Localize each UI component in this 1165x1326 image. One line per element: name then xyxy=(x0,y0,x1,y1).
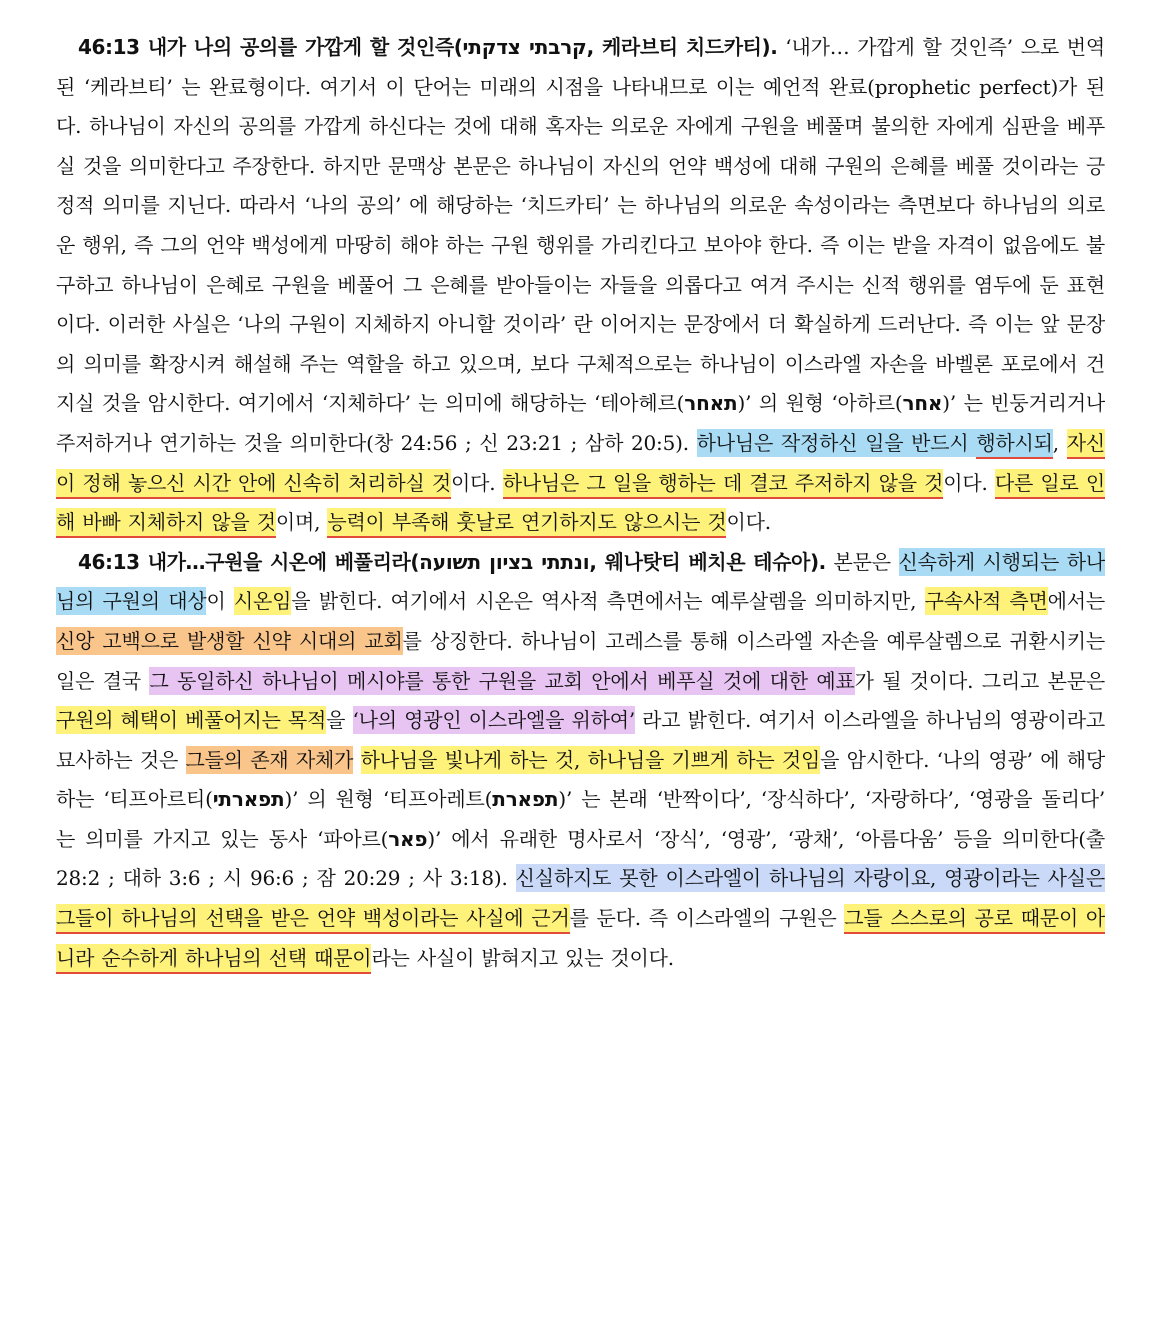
highlight-yellow: 하나님을 빛나게 하는 것, 하나님을 기쁘게 하는 것임 xyxy=(360,747,821,772)
highlight-yellow-underlined: 그들 스스로의 공로 때문이 아니라 순수하게 하나님의 선택 때문이 xyxy=(56,904,1105,974)
body-text: 이다. xyxy=(451,470,503,495)
body-text: 라고 밝힌다. 여기서 이스라엘을 하나님의 영광이라고 묘사하는 것은 xyxy=(56,708,1105,772)
hebrew-word: פאר xyxy=(388,826,428,851)
hebrew-word: תפארת xyxy=(492,787,559,812)
highlight-yellow-underlined: 하나님은 그 일을 행하는 데 결코 주저하지 않을 것 xyxy=(503,469,944,499)
body-text: 을 암시한다. ‘나의 영광’ 에 해당하는 ‘티프아르티( xyxy=(56,747,1105,812)
highlight-orange: 신앙 고백으로 발생할 신약 시대의 교회 xyxy=(56,628,403,653)
body-text: 를 둔다. 즉 이스라엘의 구원은 xyxy=(569,906,845,931)
body-text: )’ 의 원형 ‘아하르( xyxy=(737,391,903,416)
body-text: 을 밝힌다. 여기에서 시온은 역사적 측면에서는 예루살렘을 의미하지만, xyxy=(291,589,925,614)
highlight-orange: 그들의 존재 자체가 xyxy=(185,747,354,772)
body-text: 가 될 것이다. 그리고 본문은 xyxy=(854,668,1105,693)
body-text: 본문은 xyxy=(825,549,899,574)
highlight-yellow-underlined: 그들이 하나님의 선택을 받은 언약 백성이라는 사실에 근거 xyxy=(56,904,570,934)
verse-heading-1: 46:13 내가 나의 공의를 가깝게 할 것인즉( xyxy=(78,35,463,59)
body-text: 을 xyxy=(326,708,353,733)
hebrew-phrase: ונתתי בציון תשועה xyxy=(419,549,590,574)
hebrew-word: תאחר xyxy=(684,391,738,416)
body-text: , xyxy=(1052,430,1067,455)
highlight-yellow-underlined: 자신이 정해 놓으신 시간 안에 신속히 처리하실 것 xyxy=(56,429,1105,499)
highlight-blue: 신속하게 시행되는 하나님의 구원의 대상 xyxy=(56,549,1106,614)
verse-heading-2: 46:13 내가…구원을 시온에 베풀리라( xyxy=(78,549,420,574)
body-text: )’ 에서 유래한 명사로서 ‘장식’, ‘영광’, ‘광채’, ‘아름다움’ 등을 의미한다(출 28:2 ; 대하 3:6 ; 시 96:6 ; 잠 20:29 ; 사 3:18). xyxy=(56,826,1105,891)
highlight-purple: 그 동일하신 하나님이 메시야를 통한 구원을 교회 안에서 베푸실 것에 대한 예표 xyxy=(149,668,855,693)
highlight-yellow: 구원의 혜택이 베풀어지는 목적 xyxy=(56,708,327,733)
hebrew-word: תפארתי xyxy=(212,787,285,812)
body-text: 이며, xyxy=(275,510,328,535)
highlight-yellow: 시온임 xyxy=(233,589,292,614)
body-text: )’ 의 원형 ‘티프아레트( xyxy=(284,787,493,812)
body-text xyxy=(353,748,360,772)
verse-heading-2-transliteration: , 웨나탓티 베치욘 테슈아). xyxy=(589,549,826,574)
body-text: )’ 는 본래 ‘반짝이다’, ‘장식하다’, ‘자랑하다’, ‘영광을 돌리다’ 는 의미를 가지고 있는 동사 ‘파아르( xyxy=(56,787,1105,851)
commentary-paragraph-2 xyxy=(56,543,1105,979)
highlight-blue-underlined: 행하시되 xyxy=(976,429,1052,459)
body-text: 에서는 xyxy=(1047,589,1105,614)
hebrew-phrase: קרבתי צדקתי xyxy=(462,35,587,59)
body-text: 이 xyxy=(206,589,234,614)
highlight-yellow-underlined: 능력이 부족해 훗날로 연기하지도 않으시는 것 xyxy=(327,508,726,538)
highlight-yellow: 구속사적 측면 xyxy=(924,589,1048,614)
hebrew-word: אחר xyxy=(902,391,943,416)
body-text: 이다. xyxy=(943,470,995,495)
commentary-paragraph-1 xyxy=(56,28,1105,543)
highlight-purple: ‘나의 영광인 이스라엘을 위하여’ xyxy=(352,708,635,733)
body-text: 이다. xyxy=(726,510,771,535)
body-text: 를 상징한다. 하나님이 고레스를 통해 이스라엘 자손을 예루살렘으로 귀환시키는 일은 결국 xyxy=(56,628,1105,693)
highlight-blue: 하나님은 작정하신 일을 반드시 xyxy=(696,430,977,455)
body-text: )’ 는 빈둥거리거나 주저하거나 연기하는 것을 의미한다(창 24:56 ; 신 23:21 ; 삼하 20:5). xyxy=(56,391,1106,455)
highlight-light-blue: 신실하지도 못한 이스라엘이 하나님의 자랑이요, 영광이라는 사실은 xyxy=(515,866,1105,891)
body-text: ‘내가… 가깝게 할 것인즉’ 으로 번역된 ‘케라브티’ 는 완료형이다. 여기서 이 단어는 미래의 시점을 나타내므로 이는 예언적 완료(prophetic perfect)가 된다. 하나님이 자신의 공의를 가깝게 하신다는 것에 대해 혹자는 의로운 자에게 구원을 베풀며 불의한 자에게 심판을 베푸실 것을 의미한다고 주장한다. 하지만 문맥상 본문은 하나님이 자신의 언약 백성에 대해 구원의 은혜를 베풀 것이라는 긍정적 의미를 지닌다. 따라서 ‘나의 공의’ 에 해당하는 ‘치드카티’ 는 하나님의 의로운 속성이라는 측면보다 하나님의 의로운 행위, 즉 그의 언약 백성에게 마땅히 해야 하는 구원 행위를 가리킨다고 보아야 한다. 즉 이는 받을 자격이 없음에도 불구하고 하나님이 은혜로 구원을 베풀어 그 은혜를 받아들이는 자들을 의롭다고 여겨 주시는 신적 행위를 염두에 둔 표현이다. 이러한 사실은 ‘나의 구원이 지체하지 아니할 것이라’ 란 이어지는 문장에서 더 확실하게 드러난다. 즉 이는 앞 문장의 의미를 확장시켜 해설해 주는 역할을 하고 있으며, 보다 구체적으로는 하나님이 이스라엘 자손을 바벨론 포로에서 건지실 것을 암시한다. 여기에서 ‘지체하다’ 는 의미에 해당하는 ‘테아헤르( xyxy=(56,35,1106,416)
verse-heading-1-transliteration: , 케라브티 치드카티). xyxy=(586,35,778,59)
body-text: 라는 사실이 밝혀지고 있는 것이다. xyxy=(371,945,674,970)
highlight-yellow-underlined: 다른 일로 인해 바빠 지체하지 않을 것 xyxy=(56,469,1105,539)
